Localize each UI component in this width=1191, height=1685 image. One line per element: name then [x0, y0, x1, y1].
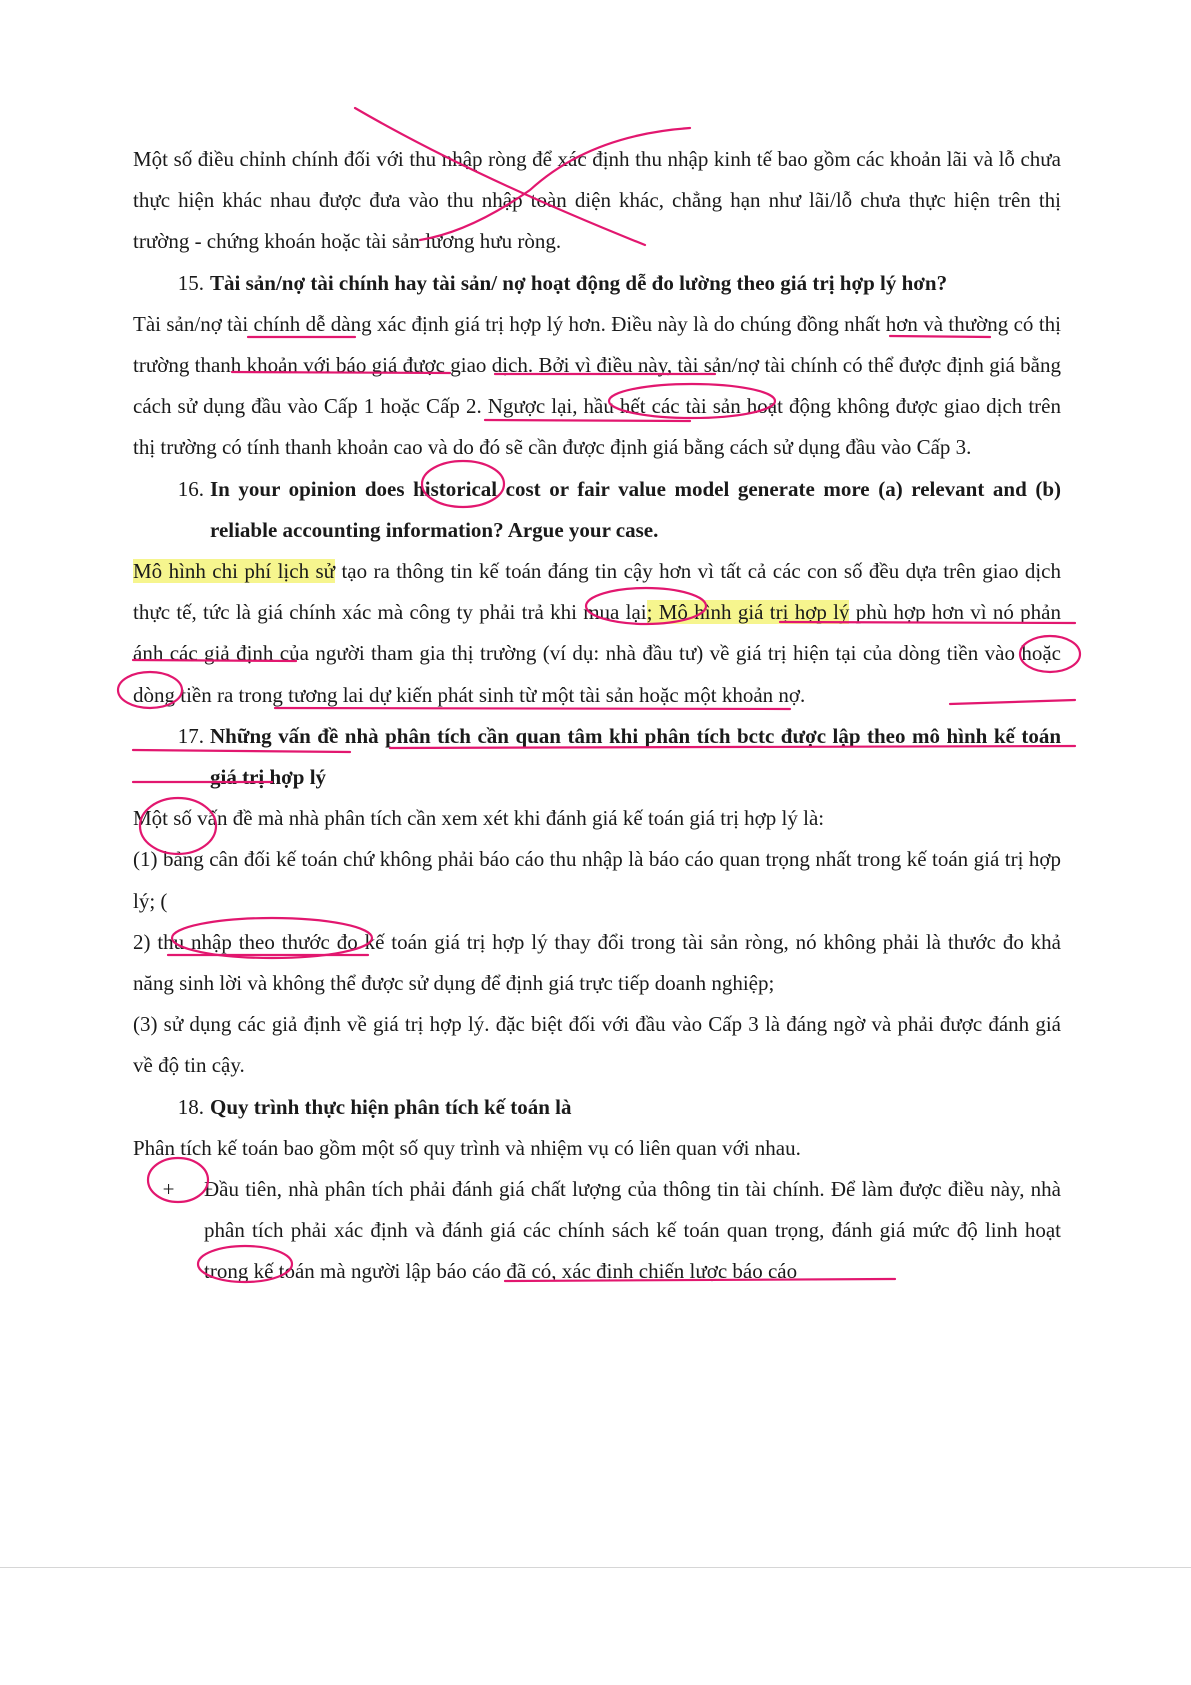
question-text: Tài sản/nợ tài chính hay tài sản/ nợ hoạt động dễ đo lường theo giá trị hợp lý hơn?: [210, 270, 948, 295]
answer-17-intro: Một số vấn đề mà nhà phân tích cần xem xét khi đánh giá kế toán giá trị hợp lý là:: [133, 806, 825, 831]
question-text: In your opinion does historical cost or fair value model generate more (a) relevant and (b) reliable accounting information? Argue your case.: [210, 476, 1061, 542]
paragraph-intro: Một số điều chỉnh chính đối với thu nhập ròng để xác định thu nhập kinh tế bao gồm các khoản lãi và lỗ chưa thực hiện khác nhau được đưa vào thu nhập toàn diện khác, chẳng hạn như lãi/lỗ chưa thực hiện trên thị trường - chứng khoán hoặc tài sản lương hưu ròng.: [133, 147, 1061, 254]
question-text: Quy trình thực hiện phân tích kế toán là: [210, 1094, 572, 1119]
bullet-text: Đầu tiên, nhà phân tích phải đánh giá chất lượng của thông tin tài chính. Để làm được điều này, nhà phân tích phải xác định và đánh giá các chính sách kế toán quan trọng, đánh giá mức độ linh hoạt trong kế toán mà người lập báo cáo đã có, xác định chiến lược báo cáo: [204, 1177, 1061, 1284]
highlighted-text: ; Mô hình giá trị hợp lý: [646, 600, 850, 625]
question-number: 18.: [177, 1094, 204, 1119]
answer-text: tạo ra thông tin kế toán đáng tin cậy hơn vì tất cả các con số đều dựa trên giao dịch thực tế, tức là giá chính xác mà công ty phải trả khi mua lại: [133, 559, 1062, 625]
answer-17-item-2: 2) thu nhập theo thước đo kế toán giá trị hợp lý thay đổi trong tài sản ròng, nó không phải là thước đo khả năng sinh lời và không thể được sử dụng để định giá trực tiếp doanh nghiệp;: [133, 929, 1061, 996]
answer-16: [133, 551, 1061, 716]
document-body: [133, 139, 1061, 1293]
question-18: [133, 1087, 1061, 1128]
highlighted-text: Mô hình chi phí lịch sử: [133, 559, 336, 584]
answer-17-item-1: (1) bảng cân đối kế toán chứ không phải báo cáo thu nhập là báo cáo quan trọng nhất trong kế toán giá trị hợp lý; (: [133, 847, 1061, 913]
question-number: 16.: [177, 476, 204, 501]
question-17: [133, 716, 1061, 798]
question-16: [133, 469, 1061, 551]
question-number: 17.: [177, 723, 204, 748]
answer-17-item-3: (3) sử dụng các giả định về giá trị hợp lý. đặc biệt đối với đầu vào Cấp 3 là đáng ngờ và phải được đánh giá về độ tin cậy.: [133, 1012, 1061, 1078]
bullet-mark: +: [162, 1177, 175, 1202]
question-number: 15.: [177, 270, 204, 295]
bullet-item: [133, 1169, 1061, 1293]
page-divider: [0, 1567, 1191, 1568]
question-15: [133, 263, 1061, 304]
answer-text: phù hợp hơn vì nó phản ánh các giả định của người tham gia thị trường (ví dụ: nhà đầu tư) về giá trị hiện tại của dòng tiền vào hoặc dòng tiền ra trong tương lai dự kiến phát sinh từ một tài sản hoặc một khoản nợ.: [133, 600, 1061, 707]
question-text: Những vấn đề nhà phân tích cần quan tâm khi phân tích bctc được lập theo mô hình kế toán giá trị hợp lý: [210, 723, 1061, 790]
answer-15: Tài sản/nợ tài chính dễ dàng xác định giá trị hợp lý hơn. Điều này là do chúng đồng nhất hơn và thường có thị trường thanh khoản với báo giá được giao dịch. Bởi vì điều này, tài sản/nợ tài chính có thể được định giá bằng cách sử dụng đầu vào Cấp 1 hoặc Cấp 2. Ngược lại, hầu hết các tài sản hoạt động không được giao dịch trên thị trường có tính thanh khoản cao và do đó sẽ cần được định giá bằng cách sử dụng đầu vào Cấp 3.: [133, 311, 1061, 460]
answer-18-intro: Phân tích kế toán bao gồm một số quy trình và nhiệm vụ có liên quan với nhau.: [133, 1135, 801, 1160]
